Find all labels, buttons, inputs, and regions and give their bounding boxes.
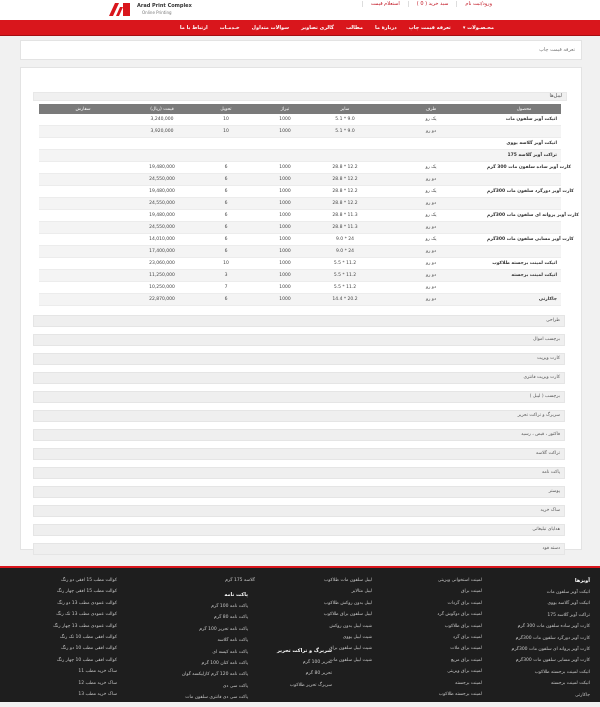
nav-item-articles[interactable]: مطالب: [345, 24, 363, 31]
price-cell: 3,920,000: [127, 126, 197, 138]
product-cell: کارت آویز دورگرد سلفون مات 300گرم: [487, 186, 561, 198]
side-cell: یک رو: [375, 162, 487, 174]
col-delivery: تحویل: [197, 104, 255, 114]
price-cell: 19,480,000: [127, 186, 197, 198]
footer-link[interactable]: کوالت افقی مطب 10 چهار رنگ: [56, 657, 117, 663]
order-cell[interactable]: [39, 246, 127, 258]
price-cell: [127, 150, 197, 162]
side-cell: دو رو: [375, 246, 487, 258]
top-bar: [0, 0, 600, 20]
qty-cell: 1000: [255, 234, 315, 246]
price-cell: 24,550,000: [127, 174, 197, 186]
footer-column: [277, 648, 332, 694]
category-accordion[interactable]: [33, 410, 565, 422]
top-links: [362, 1, 500, 7]
qty-cell: [255, 138, 315, 150]
order-cell[interactable]: [39, 198, 127, 210]
delivery-cell: 3: [197, 270, 255, 282]
table-row: [39, 270, 561, 282]
table-row: [39, 210, 561, 222]
delivery-cell: 10: [197, 126, 255, 138]
footer-link[interactable]: پاکت سی دی: [222, 683, 248, 689]
delivery-cell: 10: [197, 114, 255, 126]
product-cell: [487, 222, 561, 234]
size-cell: 5.5 * 11.2: [315, 258, 375, 270]
qty-cell: [255, 150, 315, 162]
table-row: [39, 186, 561, 198]
footer-link[interactable]: ساک خرید مطب 11: [78, 669, 117, 675]
nav-item-price-list[interactable]: تعرفه قیمت چاپ: [408, 24, 451, 31]
category-accordions: [33, 315, 565, 562]
price-cell: 19,480,000: [127, 210, 197, 222]
footer-link[interactable]: اتیکت لمینت برجسته طلاکوب: [534, 669, 590, 675]
order-cell[interactable]: [39, 150, 127, 162]
category-accordion[interactable]: [33, 467, 565, 479]
price-cell: 24,550,000: [127, 222, 197, 234]
footer-link[interactable]: پاکت نامه کتان 100 گرم: [201, 660, 248, 666]
footer-link[interactable]: کوالت عمودی مطب 13 چهار رنگ: [53, 623, 117, 629]
site-footer: [0, 566, 600, 702]
table-row: [39, 174, 561, 186]
accordion-label: طراحی: [546, 318, 560, 323]
table-row: [39, 246, 561, 258]
product-cell: [487, 174, 561, 186]
price-cell: 19,480,000: [127, 162, 197, 174]
size-cell: 9.0 * 24: [315, 234, 375, 246]
side-cell: دو رو: [375, 282, 487, 294]
price-cell: 11,250,000: [127, 270, 197, 282]
side-cell: دو رو: [375, 258, 487, 270]
footer-link[interactable]: لیبل سلفون مات طلاکوب: [324, 578, 372, 583]
footer-column: [437, 578, 482, 703]
footer-link[interactable]: اتیکت آویز گلاسه یووی: [547, 601, 590, 607]
footer-link[interactable]: لمینت برجسته طلاکوب: [438, 691, 482, 697]
footer-link[interactable]: پاکت نامه تحریر 100 گرم: [199, 626, 248, 632]
accordion-label: فاکتور ، قبض ، رسید: [521, 432, 560, 437]
delivery-cell: 6: [197, 246, 255, 258]
table-row: [39, 234, 561, 246]
table-row: [39, 222, 561, 234]
product-cell: [487, 198, 561, 210]
size-cell: 5.1 * 9.0: [315, 126, 375, 138]
table-row: [39, 150, 561, 162]
order-cell[interactable]: [39, 114, 127, 126]
footer-link[interactable]: ساک خرید مطب 13: [78, 691, 117, 697]
delivery-cell: 10: [197, 258, 255, 270]
footer-link[interactable]: لیبل بدون روکش طلاکوب: [323, 600, 372, 606]
footer-link[interactable]: پاکت سی دی فانتزی سلفون مات: [185, 695, 248, 701]
footer-column: [182, 592, 248, 707]
qty-cell: 1000: [255, 222, 315, 234]
delivery-cell: 6: [197, 174, 255, 186]
product-cell: کارت آویز مسابی سلفون مات 300گرم: [487, 234, 561, 246]
order-cell[interactable]: [39, 282, 127, 294]
site-logo[interactable]: [107, 1, 197, 18]
nav-item-faq[interactable]: سوالات متداول: [251, 24, 290, 31]
accordion-label: برچسب اموال: [533, 337, 560, 342]
order-cell[interactable]: [39, 186, 127, 198]
category-accordion[interactable]: [33, 334, 565, 346]
category-accordion[interactable]: [33, 524, 565, 536]
accordion-label: کارت ویزیت فانتزی: [523, 375, 560, 380]
nav-item-gallery[interactable]: گالری تصاویر: [301, 24, 334, 31]
size-cell: 9.0 * 24: [315, 246, 375, 258]
logo-mark-icon: [107, 1, 131, 17]
side-cell: یک رو: [375, 210, 487, 222]
order-cell[interactable]: [39, 234, 127, 246]
order-cell[interactable]: [39, 258, 127, 270]
footer-link[interactable]: لمینت براق مربع: [451, 657, 482, 663]
size-cell: [315, 150, 375, 162]
logo-tagline: Online Printing: [142, 10, 172, 15]
col-product: محصول: [487, 104, 561, 114]
delivery-cell: 6: [197, 294, 255, 306]
accordion-label: هدایای تبلیغاتی: [532, 527, 560, 532]
size-cell: 28.8 * 12.2: [315, 198, 375, 210]
footer-link[interactable]: شیت لیبل یووی: [342, 634, 372, 640]
accordion-label: سربرگ و تراکت تحریر: [517, 413, 560, 418]
footer-link[interactable]: لیبل متالایز: [351, 589, 372, 595]
footer-link[interactable]: کارت آویز ساده سلفون مات 300 گرم: [517, 624, 590, 630]
product-cell: [487, 282, 561, 294]
footer-link[interactable]: لمینت براق ویزیتی: [447, 669, 482, 675]
product-cell: [487, 126, 561, 138]
price-inquiry-link[interactable]: استعلام قیمت: [362, 1, 408, 7]
cart-link[interactable]: سبد خرید ( 0 ): [408, 1, 457, 7]
order-cell[interactable]: [39, 138, 127, 150]
product-cell: اتیکت لمینت برجسته طلاکوب: [487, 258, 561, 270]
product-cell: کارت آویز پروانه ای سلفون مات 300گرم: [487, 210, 561, 222]
category-accordion[interactable]: [33, 543, 565, 555]
product-cell: اتیکت آویز سلفون مات: [487, 114, 561, 126]
footer-link[interactable]: پاکت نامه کیسه ای: [212, 649, 248, 655]
delivery-cell: 6: [197, 234, 255, 246]
size-cell: 28.8 * 11.3: [315, 222, 375, 234]
footer-link[interactable]: لمینت براق: [460, 589, 482, 595]
price-cell: 17,400,000: [127, 246, 197, 258]
footer-link[interactable]: کوالت عمودی مطب 13 تک رنگ: [56, 612, 117, 618]
side-cell: دو رو: [375, 174, 487, 186]
footer-link[interactable]: ساک خرید مطب 12: [78, 680, 117, 686]
footer-link[interactable]: تحریر 80 گرم: [305, 671, 332, 677]
price-cell: 22,870,000: [127, 294, 197, 306]
main-navbar: [0, 20, 600, 36]
size-cell: 5.5 * 11.2: [315, 282, 375, 294]
table-row: [39, 258, 561, 270]
order-cell[interactable]: [39, 294, 127, 306]
qty-cell: 1000: [255, 186, 315, 198]
side-cell: [375, 138, 487, 150]
accordion-label: پاکت نامه: [541, 470, 560, 475]
footer-link[interactable]: لمینت براق ملات: [450, 646, 482, 652]
qty-cell: 1000: [255, 258, 315, 270]
accordion-label: ساک خرید: [540, 508, 560, 513]
accordion-label: برچسب ( لیبل ): [529, 394, 560, 399]
footer-column: [53, 578, 117, 703]
section-header-labels[interactable]: [33, 92, 567, 101]
footer-link[interactable]: پاکت نامه 80 گرم: [213, 615, 248, 621]
footer-link[interactable]: تراکت آویز گلاسه 175: [547, 612, 590, 618]
footer-column: [225, 578, 255, 589]
footer-link[interactable]: شیت لیبل سلفون مات: [329, 657, 372, 663]
category-accordion[interactable]: [33, 353, 565, 365]
accordion-label: تراکت گلاسه: [536, 451, 560, 456]
table-row: [39, 282, 561, 294]
table-row: [39, 198, 561, 210]
price-list-panel: [20, 67, 582, 550]
size-cell: 28.8 * 12.2: [315, 162, 375, 174]
footer-link[interactable]: پاکت نامه 120 گرم کازلیکسه گوان: [181, 672, 248, 678]
footer-link[interactable]: تحریر 100 گرم: [302, 660, 332, 665]
footer-link[interactable]: پاکت نامه گلاسه: [217, 638, 248, 644]
breadcrumb-current: تعرفه قیمت چاپ: [539, 47, 575, 53]
footer-link[interactable]: لمینت برجسته: [455, 680, 482, 686]
accordion-label: پوستر: [548, 489, 560, 494]
size-cell: [315, 138, 375, 150]
price-cell: 10,250,000: [127, 282, 197, 294]
footer-link[interactable]: لمینت براق گرد: [452, 634, 482, 640]
category-accordion[interactable]: [33, 429, 565, 441]
side-cell: [375, 150, 487, 162]
footer-link[interactable]: کارت آویز مسابی سلفون مات 300گرم: [515, 658, 590, 664]
side-cell: دو رو: [375, 126, 487, 138]
footer-link[interactable]: سربرگ تحریر طلاکوب: [289, 682, 332, 688]
footer-link[interactable]: لمینت براق دوگوش گرد: [437, 612, 482, 618]
footer-heading: سربرگ و تراکت تحریر: [277, 648, 332, 654]
footer-link[interactable]: اتیکت آویز سلفون مات: [546, 590, 590, 595]
col-qty: تیراژ: [255, 104, 315, 114]
side-cell: دو رو: [375, 294, 487, 306]
table-row: [39, 162, 561, 174]
col-size: سایز: [315, 104, 375, 114]
nav-item-services[interactable]: خـدمـات: [219, 24, 240, 31]
qty-cell: 1000: [255, 210, 315, 222]
accordion-label: کارت ویزیت: [537, 356, 560, 361]
delivery-cell: [197, 150, 255, 162]
price-cell: 23,060,000: [127, 258, 197, 270]
col-order: سفارش: [39, 104, 127, 114]
logo-name: Arad Print Complex: [137, 3, 192, 9]
side-cell: دو رو: [375, 222, 487, 234]
qty-cell: 1000: [255, 282, 315, 294]
size-cell: 28.8 * 11.3: [315, 210, 375, 222]
footer-link[interactable]: کارت آویز دورگرد سلفون مات 300گرم: [515, 635, 590, 641]
order-cell[interactable]: [39, 174, 127, 186]
footer-link[interactable]: جاکارتی: [575, 692, 590, 698]
order-cell[interactable]: [39, 210, 127, 222]
order-cell[interactable]: [39, 270, 127, 282]
table-row: [39, 126, 561, 138]
category-accordion[interactable]: [33, 505, 565, 517]
nav-item-about[interactable]: دربارۀ ما: [374, 24, 397, 31]
table-row: [39, 114, 561, 126]
category-accordion[interactable]: [33, 372, 565, 384]
category-accordion[interactable]: [33, 448, 565, 460]
order-cell[interactable]: [39, 126, 127, 138]
size-cell: 28.8 * 12.2: [315, 174, 375, 186]
order-cell[interactable]: [39, 162, 127, 174]
main-nav: [174, 20, 500, 35]
category-accordion[interactable]: [33, 486, 565, 498]
table-row: [39, 294, 561, 306]
price-cell: [127, 138, 197, 150]
footer-link[interactable]: شیت لیبل سلفون براق: [329, 646, 372, 652]
footer-link[interactable]: لمینت براق طلاکوب: [444, 623, 482, 629]
accordion-label: دسته فود: [542, 546, 560, 551]
size-cell: 5.1 * 9.0: [315, 114, 375, 126]
delivery-cell: 6: [197, 162, 255, 174]
category-accordion[interactable]: [33, 391, 565, 403]
size-cell: 5.5 * 11.2: [315, 270, 375, 282]
footer-link[interactable]: لمینت براق گردات: [447, 600, 482, 606]
product-cell: جاکارتی: [487, 294, 561, 306]
price-table: [39, 104, 579, 306]
delivery-cell: 6: [197, 222, 255, 234]
side-cell: دو رو: [375, 270, 487, 282]
qty-cell: 1000: [255, 162, 315, 174]
qty-cell: 1000: [255, 246, 315, 258]
footer-column: [512, 578, 590, 704]
side-cell: یک رو: [375, 186, 487, 198]
footer-link[interactable]: کوالت عمودی مطب 13 دو رنگ: [57, 600, 117, 606]
qty-cell: 1000: [255, 270, 315, 282]
delivery-cell: 6: [197, 198, 255, 210]
size-cell: 14.4 * 20.2: [315, 294, 375, 306]
footer-link[interactable]: کوالت مطب 15 افقی چهار رنگ: [56, 589, 117, 595]
delivery-cell: 6: [197, 186, 255, 198]
breadcrumb: [20, 40, 582, 60]
product-cell: اتیکت آویز گلاسه یووی: [487, 138, 561, 150]
delivery-cell: 7: [197, 282, 255, 294]
product-cell: کارت آویز ساده سلفون مات 300 گرم: [487, 162, 561, 174]
footer-link[interactable]: اتیکت لمینت برجسته: [550, 681, 590, 687]
qty-cell: 1000: [255, 294, 315, 306]
delivery-cell: 6: [197, 210, 255, 222]
footer-link[interactable]: لیبل سلفون براق طلاکوب: [323, 612, 372, 618]
product-cell: اتیکت لمینت برجسته: [487, 270, 561, 282]
footer-link[interactable]: کوالت افقی مطب 10 تک رنگ: [59, 634, 117, 640]
side-cell: یک رو: [375, 114, 487, 126]
order-cell[interactable]: [39, 222, 127, 234]
size-cell: 28.8 * 12.2: [315, 186, 375, 198]
product-cell: [487, 246, 561, 258]
qty-cell: 1000: [255, 126, 315, 138]
footer-heading: پاکت نامه: [224, 592, 248, 598]
side-cell: دو رو: [375, 198, 487, 210]
footer-link[interactable]: گلاسه 175 گرم: [225, 578, 255, 583]
section-title: لیبل‌ها: [549, 93, 562, 99]
nav-item-products[interactable]: محـصـولات ▾: [462, 24, 494, 31]
nav-item-contact[interactable]: ارتباط با ما: [179, 24, 208, 31]
col-price: قیمت (ریال): [127, 104, 197, 114]
footer-link[interactable]: کوالت افقی مطب 10 دو رنگ: [61, 646, 117, 652]
footer-link[interactable]: پاکت نامه 100 گرم: [211, 604, 248, 609]
side-cell: یک رو: [375, 234, 487, 246]
table-row: [39, 138, 561, 150]
table-header-row: [39, 104, 561, 114]
login-link[interactable]: ورود/ثبت نام: [456, 1, 500, 7]
qty-cell: 1000: [255, 114, 315, 126]
footer-link[interactable]: لمینت استخوانی ویزیتی: [437, 578, 482, 583]
footer-link[interactable]: کارت آویز پروانه ای سلفون مات 300گرم: [511, 646, 590, 652]
qty-cell: 1000: [255, 174, 315, 186]
footer-link[interactable]: کوالت مطب 15 افقی دو رنگ: [61, 578, 117, 583]
delivery-cell: [197, 138, 255, 150]
col-side: طرف: [375, 104, 487, 114]
price-cell: 3,240,000: [127, 114, 197, 126]
price-cell: 14,010,000: [127, 234, 197, 246]
product-cell: تراکت آویز گلاسه 175: [487, 150, 561, 162]
footer-link[interactable]: شیت لیبل بدون روکش: [329, 623, 372, 629]
category-accordion[interactable]: [33, 315, 565, 327]
qty-cell: 1000: [255, 198, 315, 210]
footer-heading: آویزها: [574, 578, 590, 584]
price-cell: 24,550,000: [127, 198, 197, 210]
